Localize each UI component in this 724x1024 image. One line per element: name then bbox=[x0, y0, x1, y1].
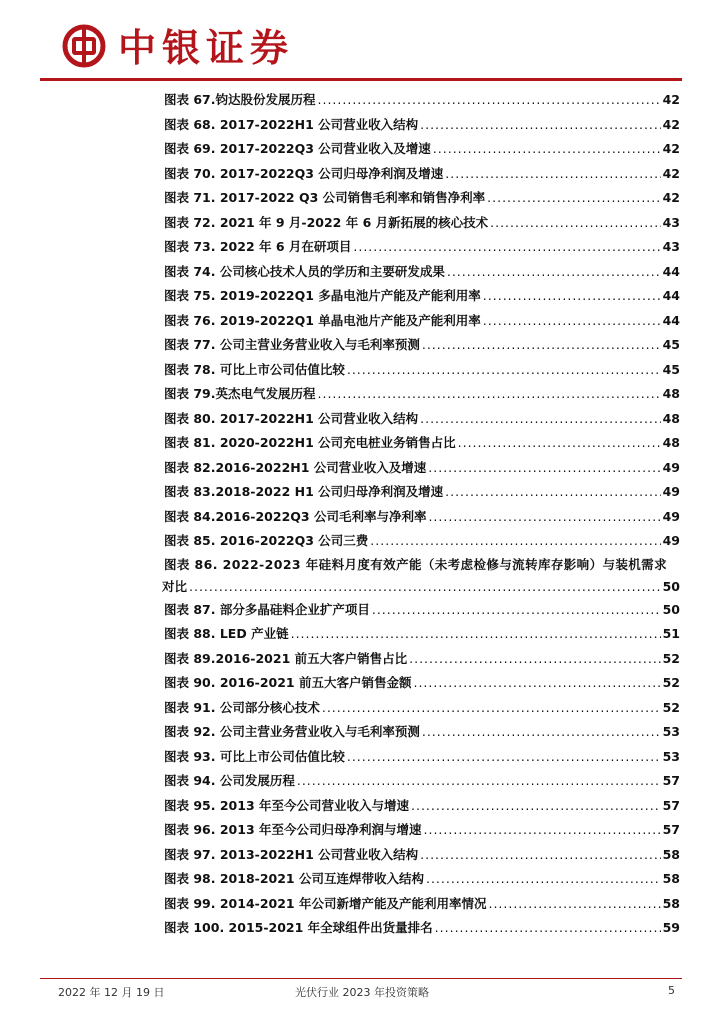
toc-entry[interactable] bbox=[164, 505, 680, 530]
toc-entry[interactable] bbox=[164, 696, 680, 721]
toc-entry[interactable] bbox=[164, 382, 680, 407]
footer-divider bbox=[40, 978, 682, 979]
toc-leader-dots bbox=[458, 431, 661, 456]
toc-leader-dots bbox=[447, 260, 661, 285]
toc-entry-page: 50 bbox=[662, 601, 680, 617]
toc-entry-page: 45 bbox=[662, 337, 680, 352]
toc-leader-dots bbox=[409, 647, 660, 672]
toc-entry[interactable] bbox=[164, 260, 680, 285]
toc-entry[interactable] bbox=[164, 211, 680, 236]
toc-entry-page: 59 bbox=[662, 920, 680, 935]
toc-entry[interactable] bbox=[164, 818, 680, 843]
toc-leader-dots bbox=[370, 529, 660, 554]
toc-entry-page: 53 bbox=[662, 724, 680, 739]
toc-leader-dots bbox=[347, 745, 661, 770]
toc-entry-title: 图表 80. 2017-2022H1 公司营业收入结构 bbox=[164, 410, 419, 426]
toc-entry[interactable] bbox=[164, 647, 680, 672]
toc-leader-dots bbox=[445, 162, 660, 187]
toc-entry[interactable] bbox=[164, 358, 680, 383]
bank-of-china-logo-icon bbox=[62, 24, 106, 68]
toc-entry-page: 44 bbox=[662, 312, 680, 328]
toc-leader-dots bbox=[297, 769, 661, 794]
toc-leader-dots bbox=[413, 671, 660, 696]
toc-entry[interactable] bbox=[164, 431, 680, 456]
toc-entry-page: 48 bbox=[662, 410, 680, 426]
header-divider bbox=[40, 78, 682, 81]
toc-leader-dots bbox=[422, 333, 661, 358]
toc-entry-page: 49 bbox=[662, 508, 680, 524]
toc-entry-title: 图表 90. 2016-2021 前五大客户销售金额 bbox=[164, 675, 412, 690]
toc-entry-title: 图表 85. 2016-2022Q3 公司三费 bbox=[164, 533, 369, 548]
toc-entry[interactable] bbox=[164, 867, 680, 892]
toc-entry-title: 图表 93. 可比上市公司估值比较 bbox=[164, 748, 345, 764]
toc-entry[interactable] bbox=[164, 892, 680, 917]
toc-entry-title: 图表 96. 2013 年至今公司归母净利润与增速 bbox=[164, 822, 422, 837]
toc-entry-title: 图表 78. 可比上市公司估值比较 bbox=[164, 361, 345, 377]
toc-entry[interactable] bbox=[164, 162, 680, 187]
toc-entry-title: 图表 71. 2017-2022 Q3 公司销售毛利率和销售净利率 bbox=[164, 190, 486, 205]
toc-leader-dots bbox=[428, 505, 660, 530]
toc-leader-dots bbox=[372, 598, 661, 623]
page-header bbox=[0, 0, 724, 86]
toc-entry-title: 图表 70. 2017-2022Q3 公司归母净利润及增速 bbox=[164, 165, 444, 181]
toc-entry-title: 图表 86. 2022-2023 年硅料月度有效产能（未考虑检修与流转库存影响）与装机需求 bbox=[164, 556, 667, 572]
toc-entry[interactable] bbox=[164, 794, 680, 819]
toc-entry[interactable] bbox=[164, 843, 680, 868]
toc-entry-title: 图表 67.钧达股份发展历程 bbox=[164, 92, 316, 107]
toc-entry-title: 图表 72. 2021 年 9 月-2022 年 6 月新拓展的核心技术 bbox=[164, 214, 489, 230]
toc-entry-page: 50 bbox=[662, 578, 680, 594]
toc-entry-title: 图表 81. 2020-2022H1 公司充电桩业务销售占比 bbox=[164, 435, 456, 450]
toc-entry[interactable] bbox=[164, 671, 680, 696]
toc-entry[interactable] bbox=[164, 235, 680, 260]
toc-entry[interactable] bbox=[164, 88, 680, 113]
table-of-figures bbox=[164, 88, 680, 941]
toc-entry-title: 图表 82.2016-2022H1 公司营业收入及增速 bbox=[164, 459, 427, 475]
toc-entry[interactable] bbox=[164, 916, 680, 941]
toc-entry-title: 图表 94. 公司发展历程 bbox=[164, 773, 295, 788]
toc-entry-page: 57 bbox=[662, 822, 680, 837]
toc-entry-title: 图表 79.英杰电气发展历程 bbox=[164, 386, 316, 401]
toc-entry[interactable] bbox=[164, 284, 680, 309]
toc-entry-page: 42 bbox=[662, 116, 680, 132]
toc-leader-dots bbox=[422, 720, 661, 745]
toc-entry-title: 图表 99. 2014-2021 年公司新增产能及产能利用率情况 bbox=[164, 895, 487, 911]
toc-leader-dots bbox=[347, 358, 661, 383]
toc-leader-dots bbox=[322, 696, 661, 721]
toc-entry[interactable] bbox=[164, 598, 680, 623]
toc-entry-page: 42 bbox=[662, 190, 680, 205]
toc-entry-continuation bbox=[162, 576, 680, 598]
toc-entry-page: 52 bbox=[662, 699, 680, 715]
toc-entry-title: 图表 89.2016-2021 前五大客户销售占比 bbox=[164, 650, 408, 666]
toc-entry-page: 48 bbox=[662, 386, 680, 401]
toc-entry[interactable] bbox=[164, 309, 680, 334]
toc-entry-title: 图表 98. 2018-2021 公司互连焊带收入结构 bbox=[164, 871, 424, 886]
toc-entry[interactable] bbox=[164, 720, 680, 745]
toc-entry-title: 图表 77. 公司主营业务营业收入与毛利率预测 bbox=[164, 337, 420, 352]
toc-entry-page: 44 bbox=[662, 288, 680, 303]
toc-entry-page: 42 bbox=[662, 141, 680, 156]
toc-entry[interactable] bbox=[164, 113, 680, 138]
toc-leader-dots bbox=[318, 88, 661, 113]
toc-entry[interactable] bbox=[164, 480, 680, 505]
toc-leader-dots bbox=[483, 284, 661, 309]
footer-doc-title: 光伏行业 2023 年投资策略 bbox=[295, 986, 429, 999]
toc-entry-page: 51 bbox=[662, 626, 680, 641]
toc-leader-dots bbox=[487, 186, 660, 211]
toc-entry-page: 52 bbox=[662, 675, 680, 690]
toc-entry-page: 49 bbox=[662, 484, 680, 499]
toc-entry-page: 57 bbox=[662, 797, 680, 813]
toc-entry[interactable] bbox=[164, 622, 680, 647]
toc-leader-dots bbox=[488, 892, 660, 917]
toc-entry-page: 43 bbox=[662, 214, 680, 230]
toc-entry-title: 图表 75. 2019-2022Q1 多晶电池片产能及产能利用率 bbox=[164, 288, 481, 303]
toc-leader-dots bbox=[420, 407, 660, 432]
toc-entry-page: 43 bbox=[662, 239, 680, 254]
toc-entry-title: 图表 100. 2015-2021 年全球组件出货量排名 bbox=[164, 920, 433, 935]
toc-entry-page: 42 bbox=[662, 165, 680, 181]
footer-date: 2022 年 12 月 19 日 bbox=[58, 986, 165, 999]
toc-entry[interactable] bbox=[164, 554, 680, 598]
toc-leader-dots bbox=[189, 576, 661, 598]
toc-leader-dots bbox=[420, 843, 660, 868]
toc-entry-title: 图表 68. 2017-2022H1 公司营业收入结构 bbox=[164, 116, 419, 132]
toc-entry-title: 图表 92. 公司主营业务营业收入与毛利率预测 bbox=[164, 724, 420, 739]
toc-entry-page: 49 bbox=[662, 533, 680, 548]
toc-leader-dots bbox=[435, 916, 661, 941]
toc-entry-title: 图表 84.2016-2022Q3 公司毛利率与净利率 bbox=[164, 508, 427, 524]
toc-entry-title: 图表 69. 2017-2022Q3 公司营业收入及增速 bbox=[164, 141, 431, 156]
toc-entry[interactable] bbox=[164, 186, 680, 211]
toc-leader-dots bbox=[483, 309, 661, 334]
toc-leader-dots bbox=[420, 113, 660, 138]
toc-entry-page: 49 bbox=[662, 459, 680, 475]
toc-entry[interactable] bbox=[164, 137, 680, 162]
toc-entry-page: 44 bbox=[662, 263, 680, 279]
toc-entry-page: 48 bbox=[662, 435, 680, 450]
toc-leader-dots bbox=[428, 456, 660, 481]
toc-entry-title: 图表 76. 2019-2022Q1 单晶电池片产能及产能利用率 bbox=[164, 312, 481, 328]
toc-entry-page: 45 bbox=[662, 361, 680, 377]
toc-entry-title-continued: 对比 bbox=[162, 578, 188, 594]
toc-entry[interactable] bbox=[164, 407, 680, 432]
toc-entry[interactable] bbox=[164, 769, 680, 794]
toc-leader-dots bbox=[490, 211, 660, 236]
toc-entry[interactable] bbox=[164, 333, 680, 358]
toc-entry-page: 53 bbox=[662, 748, 680, 764]
toc-entry-page: 58 bbox=[662, 895, 680, 911]
toc-leader-dots bbox=[424, 818, 661, 843]
toc-entry-title: 图表 97. 2013-2022H1 公司营业收入结构 bbox=[164, 846, 419, 862]
toc-entry-title: 图表 87. 部分多晶硅料企业扩产项目 bbox=[164, 601, 370, 617]
toc-leader-dots bbox=[318, 382, 661, 407]
toc-entry-title: 图表 88. LED 产业链 bbox=[164, 626, 289, 641]
toc-entry-title: 图表 74. 公司核心技术人员的学历和主要研发成果 bbox=[164, 263, 445, 279]
toc-entry-title: 图表 95. 2013 年至今公司营业收入与增速 bbox=[164, 797, 409, 813]
toc-entry-page: 57 bbox=[662, 773, 680, 788]
toc-leader-dots bbox=[433, 137, 661, 162]
toc-entry[interactable] bbox=[164, 745, 680, 770]
brand-name: 中银证券 bbox=[118, 25, 295, 70]
toc-entry-page: 58 bbox=[662, 846, 680, 862]
toc-leader-dots bbox=[411, 794, 661, 819]
toc-entry-title: 图表 83.2018-2022 H1 公司归母净利润及增速 bbox=[164, 484, 444, 499]
toc-leader-dots bbox=[445, 480, 660, 505]
toc-leader-dots bbox=[291, 622, 661, 647]
footer-page-number: 5 bbox=[668, 984, 675, 997]
toc-entry-page: 58 bbox=[662, 871, 680, 886]
toc-leader-dots bbox=[426, 867, 661, 892]
toc-entry-title: 图表 91. 公司部分核心技术 bbox=[164, 699, 320, 715]
toc-leader-dots bbox=[353, 235, 660, 260]
toc-entry[interactable] bbox=[164, 529, 680, 554]
toc-entry-page: 42 bbox=[662, 92, 680, 107]
toc-entry[interactable] bbox=[164, 456, 680, 481]
toc-entry-page: 52 bbox=[662, 650, 680, 666]
toc-entry-title: 图表 73. 2022 年 6 月在研项目 bbox=[164, 239, 352, 254]
